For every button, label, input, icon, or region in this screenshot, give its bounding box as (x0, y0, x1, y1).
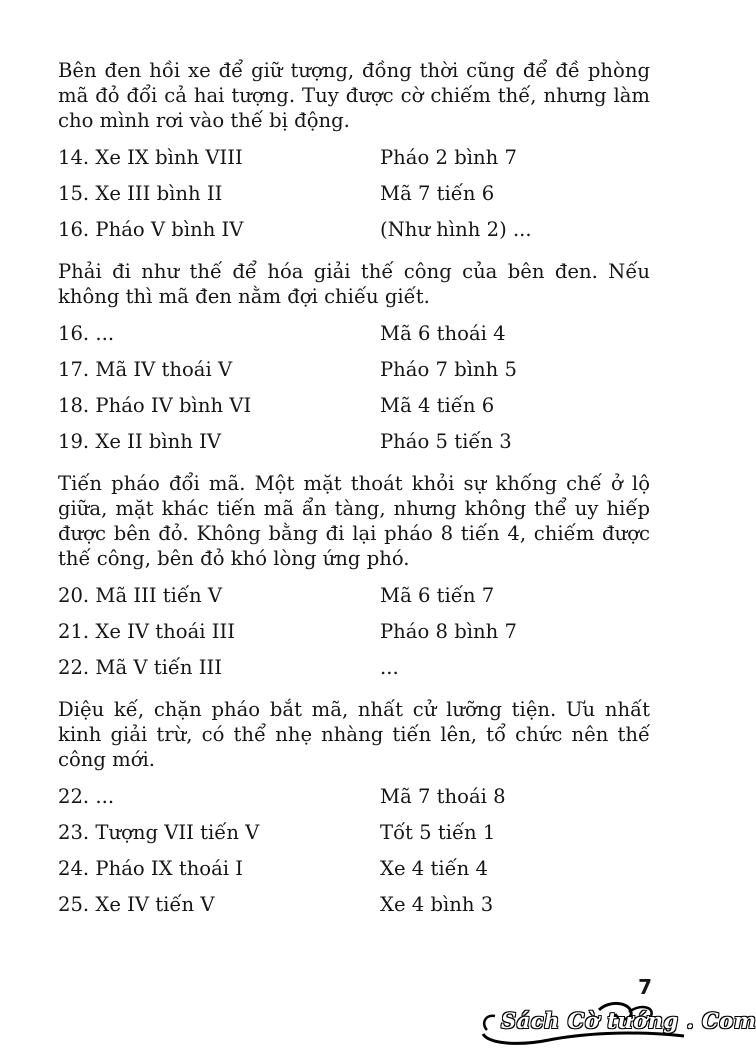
red-move: 24. Pháo IX thoái I (58, 857, 244, 880)
move-list (58, 321, 650, 459)
move-list (58, 784, 650, 928)
red-move: 14. Xe IX bình VIII (58, 146, 243, 169)
site-watermark (479, 1000, 756, 1046)
move-row (58, 393, 650, 429)
red-move: 17. Mã IV thoái V (58, 358, 233, 381)
paragraph: Phải đi như thế để hóa giải thế công của bên đen. Nếu không thì mã đen nằm đợi chiếu giết. (58, 260, 650, 308)
black-move: (Như hình 2) ... (380, 218, 532, 241)
move-row (58, 619, 650, 655)
red-move: 16. Pháo V bình IV (58, 218, 244, 241)
red-move: 25. Xe IV tiến V (58, 893, 215, 916)
red-move: 18. Pháo IV bình VI (58, 394, 252, 417)
move-row (58, 820, 650, 856)
paragraph: Bên đen hồi xe để giữ tượng, đồng thời cũng để đề phòng mã đỏ đổi cả hai tượng. Tuy được cờ chiếm thế, nhưng làm cho mình rơi vào thế bị động. (58, 59, 650, 132)
black-move: Mã 7 tiến 6 (380, 182, 495, 205)
black-move: Pháo 2 bình 7 (380, 146, 517, 169)
red-move: 22. ... (58, 785, 115, 808)
move-row (58, 655, 650, 685)
move-row (58, 856, 650, 892)
watermark-text: Sách Cờ tướng . Com (501, 1008, 756, 1033)
black-move: Pháo 8 bình 7 (380, 620, 517, 643)
red-move: 15. Xe III bình II (58, 182, 223, 205)
move-row (58, 145, 650, 181)
black-move: Mã 6 thoái 4 (380, 322, 506, 345)
page-body (58, 58, 650, 940)
move-list (58, 583, 650, 685)
page-number: 7 (638, 975, 652, 999)
move-row (58, 357, 650, 393)
red-move: 23. Tượng VII tiến V (58, 821, 260, 844)
black-move: Pháo 5 tiến 3 (380, 430, 512, 453)
move-row (58, 583, 650, 619)
move-row (58, 217, 650, 247)
red-move: 22. Mã V tiến III (58, 656, 223, 679)
red-move: 21. Xe IV thoái III (58, 620, 235, 643)
paragraph: Diệu kế, chặn pháo bắt mã, nhất cử lưỡng tiện. Ưu nhất kinh giải trừ, có thể nhẹ nhàng tiến lên, tổ chức nên thế công mới. (58, 698, 650, 771)
black-move: Mã 4 tiến 6 (380, 394, 495, 417)
red-move: 16. ... (58, 322, 115, 345)
move-row (58, 321, 650, 357)
black-move: Tốt 5 tiến 1 (380, 821, 496, 844)
move-row (58, 892, 650, 928)
black-move: Mã 7 thoái 8 (380, 785, 506, 808)
move-row (58, 429, 650, 459)
black-move: Mã 6 tiến 7 (380, 584, 495, 607)
black-move: Pháo 7 bình 5 (380, 358, 517, 381)
black-move: ... (380, 656, 399, 679)
red-move: 19. Xe II bình IV (58, 430, 222, 453)
black-move: Xe 4 tiến 4 (380, 857, 488, 880)
move-list (58, 145, 650, 247)
black-move: Xe 4 bình 3 (380, 893, 494, 916)
move-row (58, 181, 650, 217)
paragraph: Tiến pháo đổi mã. Một mặt thoát khỏi sự khống chế ở lộ giữa, mặt khác tiến mã ẩn tàng, nhưng không thể uy hiếp được bên đỏ. Không bằng đi lại pháo 8 tiến 4, chiếm được thế công, bên đỏ khó lòng ứng phó. (58, 472, 650, 570)
move-row (58, 784, 650, 820)
red-move: 20. Mã III tiến V (58, 584, 223, 607)
